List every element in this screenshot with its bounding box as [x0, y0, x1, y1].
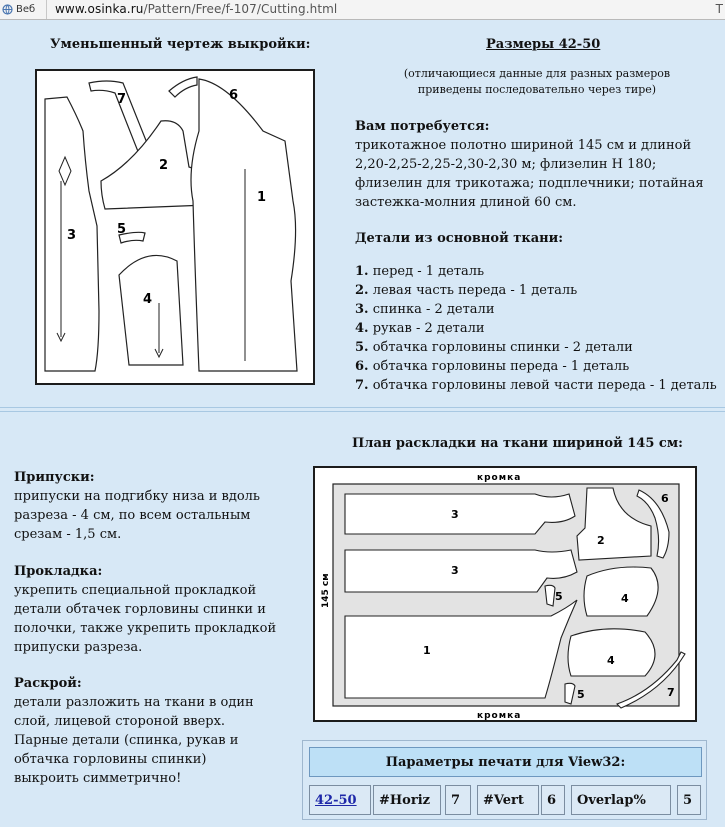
sizes-title: Размеры 42-50: [486, 37, 601, 52]
pattern-drawing-svg: [37, 71, 313, 383]
layout-label-5-bottom: 5: [577, 688, 585, 701]
cutting-heading: Раскрой:: [14, 676, 82, 691]
allowances-heading: Припуски:: [14, 470, 95, 485]
pattern-piece-front: [191, 79, 297, 371]
details-item: 4. рукав - 2 детали: [355, 321, 485, 336]
details-item: 2. левая часть переда - 1 деталь: [355, 283, 578, 298]
overlap-label: Overlap%: [571, 785, 671, 815]
pattern-piece-left-front: [101, 121, 207, 209]
section-divider: [0, 411, 725, 412]
layout-piece-back-top: [345, 494, 575, 534]
horiz-label: #Horiz: [373, 785, 441, 815]
materials-line: застежка-молния длиной 60 см.: [355, 195, 577, 210]
materials-line: флизелин для трикотажа; подплечники; потайная: [355, 176, 704, 191]
materials-block: [355, 117, 720, 212]
fabric-width-label: 145 см: [321, 573, 331, 608]
sizes-note: [396, 66, 678, 98]
layout-label-3-bottom: 3: [451, 564, 459, 577]
address-bar[interactable]: [0, 0, 725, 20]
cutting-block: [14, 674, 294, 788]
pattern-piece-sleeve: [119, 255, 183, 365]
allowances-line: срезам - 1,5 см.: [14, 527, 122, 542]
print-parameters-panel: [302, 740, 707, 820]
vert-label: #Vert: [477, 785, 539, 815]
details-block: [355, 229, 720, 395]
materials-line: трикотажное полотно шириной 145 см и длиной: [355, 138, 692, 153]
layout-label-1: 1: [423, 644, 431, 657]
layout-plan-title: План раскладки на ткани шириной 145 см:: [352, 436, 683, 451]
pattern-label-6: 6: [229, 88, 239, 103]
interfacing-line: полочки, также укрепить прокладкой: [14, 621, 277, 636]
details-item: 6. обтачка горловины переда - 1 деталь: [355, 359, 630, 374]
cutting-line: Парные детали (спинка, рукав и: [14, 733, 239, 748]
pattern-label-5: 5: [117, 222, 127, 237]
pattern-label-4: 4: [143, 292, 153, 307]
layout-label-3-top: 3: [451, 508, 459, 521]
details-heading: Детали из основной ткани:: [355, 231, 564, 246]
materials-heading: Вам потребуется:: [355, 119, 490, 134]
pattern-preview-title: Уменьшенный чертеж выкройки:: [50, 37, 311, 52]
pattern-label-3: 3: [67, 228, 77, 243]
layout-label-2: 2: [597, 534, 605, 547]
interfacing-line: детали обтачек горловины спинки и: [14, 602, 266, 617]
pattern-label-1: 1: [257, 190, 267, 205]
cutting-line: обтачка горловины спинки): [14, 752, 207, 767]
interfacing-block: [14, 562, 294, 657]
layout-label-7: 7: [667, 686, 675, 699]
pattern-label-2: 2: [159, 158, 169, 173]
pattern-label-7: 7: [117, 92, 127, 107]
layout-label-6: 6: [661, 492, 669, 505]
sizes-note-line: приведены последовательно через тире): [417, 83, 657, 96]
overlap-value: 5: [677, 785, 701, 815]
materials-line: 2,20-2,25-2,25-2,30-2,30 м; флизелин Н 180;: [355, 157, 657, 172]
interfacing-line: припуски разреза.: [14, 640, 143, 655]
details-item: 5. обтачка горловины спинки - 2 детали: [355, 340, 633, 355]
interfacing-heading: Прокладка:: [14, 564, 103, 579]
sizes-note-line: (отличающиеся данные для разных размеров: [403, 67, 671, 80]
fabric-bottom-edge-label: кромка: [477, 711, 522, 720]
web-globe-icon: [2, 4, 13, 15]
layout-piece-sleeve-bottom: [568, 629, 655, 676]
allowances-line: разреза - 4 см, по всем остальным: [14, 508, 251, 523]
interfacing-line: укрепить специальной прокладкой: [14, 583, 257, 598]
vert-value: 6: [541, 785, 565, 815]
allowances-line: припуски на подгибку низа и вдоль: [14, 489, 261, 504]
details-item: 3. спинка - 2 детали: [355, 302, 495, 317]
pattern-piece-front-neck-facing: [169, 77, 197, 97]
details-item: 1. перед - 1 деталь: [355, 264, 485, 279]
fabric-layout-svg: [315, 468, 695, 720]
url-path: /Pattern/Free/f-107/Cutting.html: [143, 2, 338, 16]
layout-piece-back-neck-facing-a: [545, 585, 555, 606]
details-item: 7. обтачка горловины левой части переда - 1 деталь: [355, 378, 717, 393]
fabric-layout: [313, 466, 697, 722]
horiz-value: 7: [445, 785, 471, 815]
layout-label-5-top: 5: [555, 590, 563, 603]
cutting-line: слой, лицевой стороной вверх.: [14, 714, 226, 729]
url-host: www.osinka.ru: [55, 2, 144, 16]
cutting-line: детали разложить на ткани в один: [14, 695, 254, 710]
pattern-drawing: [35, 69, 315, 385]
layout-label-4-bottom: 4: [607, 654, 615, 667]
fabric-top-edge-label: кромка: [477, 473, 522, 483]
layout-label-4-top: 4: [621, 592, 629, 605]
cutting-line: выкроить симметрично!: [14, 771, 182, 786]
allowances-block: [14, 468, 294, 544]
address-bar-trailing: Т: [715, 2, 723, 16]
section-divider: [0, 407, 725, 408]
print-parameters-heading: Параметры печати для View32:: [309, 747, 702, 777]
size-link[interactable]: 42-50: [309, 785, 371, 815]
web-search-label[interactable]: [0, 0, 47, 19]
web-label-text: Веб: [16, 4, 36, 15]
url-text[interactable]: [55, 2, 337, 16]
